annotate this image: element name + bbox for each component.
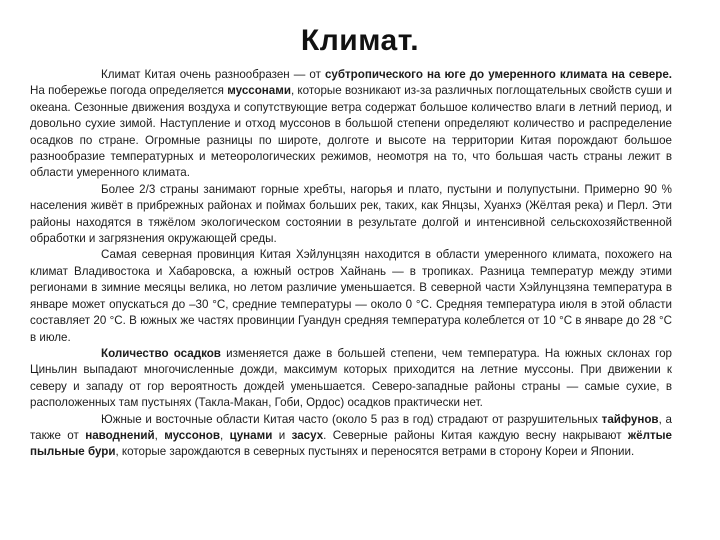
text-run-bold: цунами <box>229 428 273 442</box>
text-run-bold: засух <box>291 428 324 442</box>
text-run: , которые возникают из-за различных поглощательных свойств суши и океана. Сезонные движения воздуха и сопутствующие ветра содержат большое количество влаги в летний период, и довольно сухие зимой. Наступление и отход муссонов в большой степени определяют количество и распределение осадков по стране. Огромные разницы по широте, долготе и высоте на территории Китая порождают большое разнообразие температурных и метеорологических режимов, неомотря на то, что большая часть страны лежит в области умеренного климата. <box>30 84 672 180</box>
paragraph-terrain <box>30 182 672 248</box>
text-run: Более 2/3 страны занимают горные хребты, нагорья и плато, пустыни и полупустыни. Примерно 90 % населения живёт в прибрежных районах и поймах больших рек, таких, как Янцзы, Хуанхэ (Жёлтая река) и Перл. Эти районы находятся в тяжёлом экологическом состоянии в результате долгой и интенсивной сельскохозяйственной обработки и загрязнения окружающей среды. <box>30 182 672 246</box>
paragraph-temperature <box>30 247 672 345</box>
text-run: , а также от <box>30 412 672 442</box>
text-run-bold: тайфунов <box>601 412 659 426</box>
text-run-bold: наводнений <box>85 428 155 442</box>
text-run: изменяется даже в большей степени, чем температура. На южных склонах гор Циньлин выпадают многочисленные дожди, максимум которых приходится на летние муссоны. При движении к северу и западу от гор вероятность дождей уменьшается. Северо-западные районы страны — самые сухие, в расположенных там пустынях (Такла-Макан, Гоби, Ордос) осадков практически нет. <box>30 346 672 410</box>
body-text <box>30 67 672 461</box>
text-run: и <box>272 428 292 442</box>
text-run-bold: жёлтые пыльные бури <box>30 428 672 459</box>
paragraph-climate-overview <box>30 67 672 182</box>
paragraph-precipitation <box>30 346 672 412</box>
text-run: Самая северная провинция Китая Хэйлунцзян находится в области умеренного климата, похожего на климат Владивостока и Хабаровска, а южный остров Хайнань — в тропиках. Разница температур между этими регионами в зимние месяцы велика, но летом различие уменьшается. В северной части Хэйлунцзяна температура в январе может опускаться до –30 °C, средние температуры — около 0 °C. Средняя температура июля в этой области составляет 20 °C. В южных же частях провинции Гуандун средняя температура колеблется от 10 °C в январе до 28 °C в июле. <box>30 248 672 344</box>
text-run: , <box>220 428 230 442</box>
text-run-bold: муссонами <box>227 84 291 98</box>
text-run: , которые зарождаются в северных пустынях и переносятся ветрами в сторону Кореи и Японии. <box>115 445 635 459</box>
text-run: , <box>154 428 165 442</box>
text-run: Климат Китая очень разнообразен — от <box>101 68 325 81</box>
text-run-bold: Количество осадков <box>101 346 221 360</box>
text-run: . Северные районы Китая каждую весну накрывают <box>323 428 628 442</box>
text-run-bold: субтропического на юге до умеренного климата на севере. <box>324 68 672 81</box>
text-run-bold: муссонов <box>164 428 220 442</box>
paragraph-disasters <box>30 412 672 461</box>
text-run: Южные и восточные области Китая часто (около 5 раз в год) страдают от разрушительных <box>101 412 602 426</box>
slide-title: Климат. <box>300 24 420 57</box>
text-run: На побережье погода определяется <box>30 84 228 98</box>
